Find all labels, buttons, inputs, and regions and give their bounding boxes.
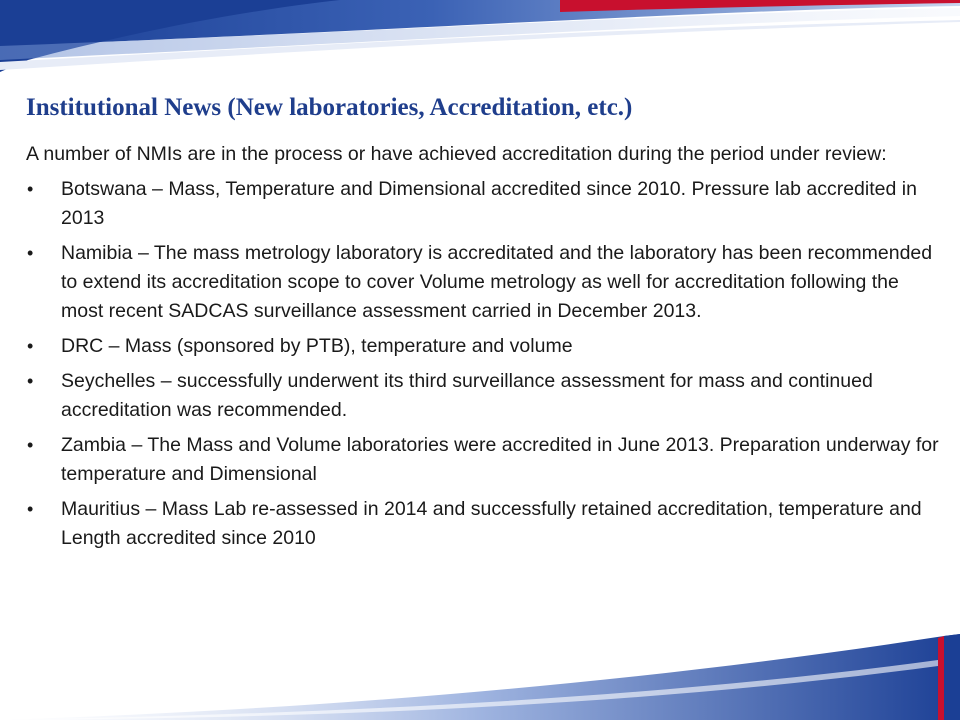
bullet-icon: • (27, 243, 34, 263)
slide-title: Institutional News (New laboratories, Accreditation, etc.) (26, 94, 633, 121)
list-item-text: Zambia – The Mass and Volume laboratories were accredited in June 2013. Preparation underway for temperature and Dimensional (61, 434, 939, 485)
list-item (26, 332, 946, 361)
list-item (26, 175, 946, 233)
bullet-icon: • (27, 371, 34, 391)
list-item-text: Seychelles – successfully underwent its third surveillance assessment for mass and continued accreditation was recommended. (61, 370, 873, 421)
list-item (26, 367, 946, 425)
accreditation-list (26, 175, 946, 553)
bullet-icon: • (27, 435, 34, 455)
footer-swoosh-decoration (0, 620, 960, 720)
list-item-text: Mauritius – Mass Lab re-assessed in 2014 and successfully retained accreditation, temperature and Length accredited since 2010 (61, 498, 922, 549)
bullet-icon: • (27, 336, 34, 356)
bullet-icon: • (27, 179, 34, 199)
list-item (26, 495, 946, 553)
list-item (26, 239, 946, 326)
list-item-text: Botswana – Mass, Temperature and Dimensional accredited since 2010. Pressure lab accredited in 2013 (61, 178, 917, 229)
list-item-text: DRC – Mass (sponsored by PTB), temperature and volume (61, 335, 573, 357)
slide-body (26, 140, 946, 559)
intro-paragraph: A number of NMIs are in the process or have achieved accreditation during the period under review: (26, 143, 887, 165)
list-item-text: Namibia – The mass metrology laboratory is accreditated and the laboratory has been recommended to extend its accreditation scope to cover Volume metrology as well for accreditation following the most recent SADCAS surveillance assessment carried in December 2013. (61, 242, 933, 322)
bullet-icon: • (27, 499, 34, 519)
list-item (26, 431, 946, 489)
